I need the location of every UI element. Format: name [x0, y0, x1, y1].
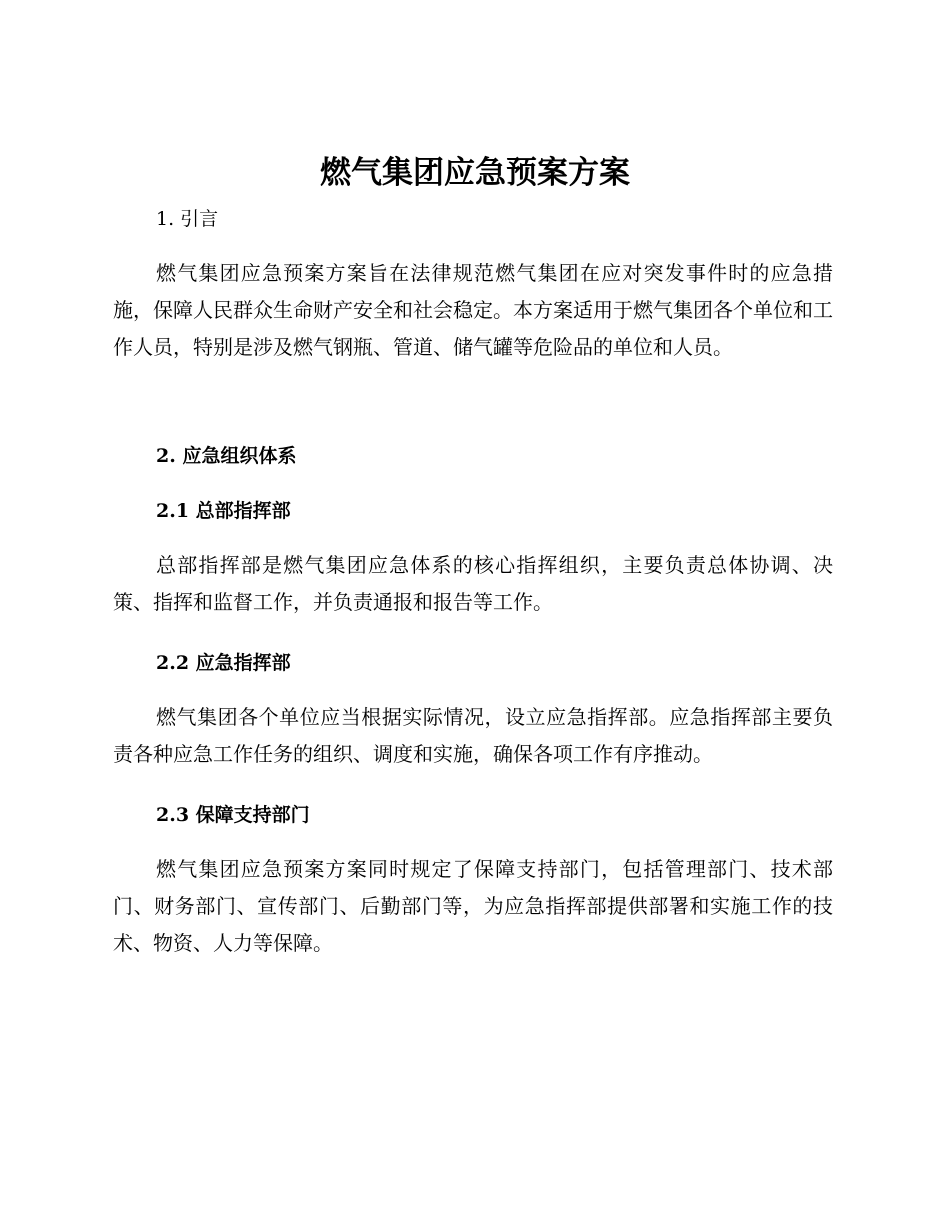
document-title: 燃气集团应急预案方案	[320, 155, 630, 191]
section-paragraph-introduction: 燃气集团应急预案方案旨在法律规范燃气集团在应对突发事件时的应急措施，保障人民群众生命财产安全和社会稳定。本方案适用于燃气集团各个单位和工作人员，特别是涉及燃气钢瓶、管道、储气罐等危险品的单位和人员。	[113, 261, 833, 359]
section-paragraph-support-departments: 燃气集团应急预案方案同时规定了保障支持部门，包括管理部门、技术部门、财务部门、宣传部门、后勤部门等，为应急指挥部提供部署和实施工作的技术、物资、人力等保障。	[113, 857, 833, 955]
section-paragraph-emergency-command: 燃气集团各个单位应当根据实际情况，设立应急指挥部。应急指挥部主要负责各种应急工作任务的组织、调度和实施，确保各项工作有序推动。	[113, 705, 833, 766]
section-paragraph-headquarters-command: 总部指挥部是燃气集团应急体系的核心指挥组织，主要负责总体协调、决策、指挥和监督工作，并负责通报和报告等工作。	[113, 553, 833, 614]
section-heading-introduction: 1. 引言	[156, 208, 219, 230]
section-heading-headquarters-command: 2.1 总部指挥部	[156, 500, 291, 522]
section-heading-support-departments: 2.3 保障支持部门	[156, 804, 310, 826]
section-heading-emergency-organization: 2. 应急组织体系	[156, 445, 297, 467]
section-heading-emergency-command: 2.2 应急指挥部	[156, 652, 291, 674]
